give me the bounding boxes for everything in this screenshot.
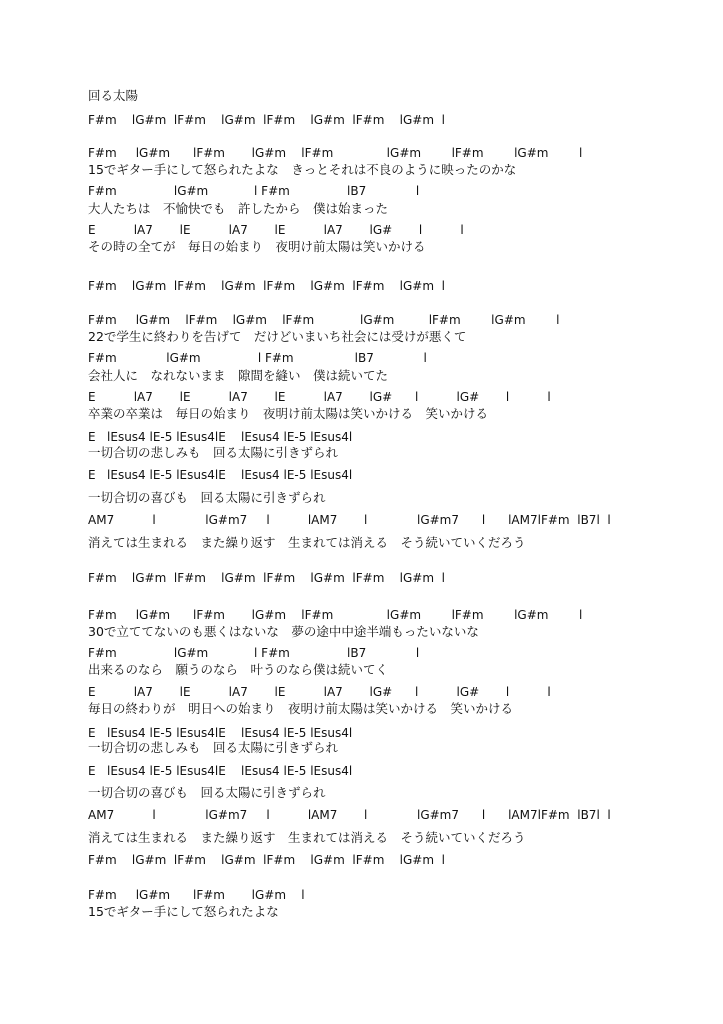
chord-line: F#m lG#m lF#m lG#m lF#m lG#m lF#m lG#m l xyxy=(88,608,583,622)
chord-line: F#m lG#m lF#m lG#m lF#m lG#m lF#m lG#m l xyxy=(88,113,445,127)
chord-line: E lA7 lE lA7 lE lA7 lG# l lG# l l xyxy=(88,390,551,404)
lyric-line: 一切合切の喜びも 回る太陽に引きずられ xyxy=(88,785,326,800)
lyric-line: 一切合切の悲しみも 回る太陽に引きずられ xyxy=(88,740,339,755)
chord-line: F#m lG#m l F#m lB7 l xyxy=(88,646,420,660)
chord-line: E lA7 lE lA7 lE lA7 lG# l l xyxy=(88,223,464,237)
chord-line: E lEsus4 lE-5 lEsus4lE lEsus4 lE-5 lEsus4l xyxy=(88,430,353,444)
lyric-line: 消えては生まれる また繰り返す 生まれては消える そう続いていくだろう xyxy=(88,830,526,845)
lyric-line: 30で立ててないのも悪くはないな 夢の途中中途半端もったいないな xyxy=(88,624,479,639)
chord-line: F#m lG#m lF#m lG#m lF#m lG#m lF#m lG#m l xyxy=(88,571,445,585)
lyric-line: 会社人に なれないまま 隙間を縫い 僕は続いてた xyxy=(88,368,389,383)
lyric-line: 大人たちは 不愉快でも 許したから 僕は始まった xyxy=(88,201,389,216)
lyric-line: 一切合切の喜びも 回る太陽に引きずられ xyxy=(88,490,326,505)
lyric-line: 一切合切の悲しみも 回る太陽に引きずられ xyxy=(88,445,339,460)
chord-line: E lA7 lE lA7 lE lA7 lG# l lG# l l xyxy=(88,685,551,699)
chord-line: E lEsus4 lE-5 lEsus4lE lEsus4 lE-5 lEsus4l xyxy=(88,726,353,740)
chord-line: F#m lG#m lF#m lG#m lF#m lG#m lF#m lG#m l xyxy=(88,279,445,293)
chord-line: E lEsus4 lE-5 lEsus4lE lEsus4 lE-5 lEsus4l xyxy=(88,764,353,778)
lyric-line: 出来るのなら 願うのなら 叶うのなら僕は続いてく xyxy=(88,662,389,677)
lyric-line: 15でギター手にして怒られたよな xyxy=(88,904,279,919)
lyric-line: 15でギター手にして怒られたよな きっとそれは不良のように映ったのかな xyxy=(88,162,517,177)
chord-line: F#m lG#m l F#m lB7 l xyxy=(88,184,420,198)
song-title: 回る太陽 xyxy=(88,88,139,103)
lyric-line: 22で学生に終わりを告げて だけどいまいち社会には受けが悪くて xyxy=(88,329,467,344)
chord-line: AM7 l lG#m7 l lAM7 l lG#m7 l lAM7lF#m lB7l l xyxy=(88,513,611,527)
chord-line: F#m lG#m lF#m lG#m lF#m lG#m lF#m lG#m l xyxy=(88,313,560,327)
chord-line: F#m lG#m lF#m lG#m lF#m lG#m lF#m lG#m l xyxy=(88,146,583,160)
lyric-line: その時の全てが 毎日の始まり 夜明け前太陽は笑いかける xyxy=(88,239,426,254)
lyric-line: 消えては生まれる また繰り返す 生まれては消える そう続いていくだろう xyxy=(88,535,526,550)
lyric-line: 毎日の終わりが 明日への始まり 夜明け前太陽は笑いかける 笑いかける xyxy=(88,701,514,716)
chord-line: F#m lG#m lF#m lG#m lF#m lG#m lF#m lG#m l xyxy=(88,853,445,867)
chord-line: AM7 l lG#m7 l lAM7 l lG#m7 l lAM7lF#m lB7l l xyxy=(88,808,611,822)
chord-line: E lEsus4 lE-5 lEsus4lE lEsus4 lE-5 lEsus4l xyxy=(88,468,353,482)
chord-line: F#m lG#m l F#m lB7 l xyxy=(88,351,427,365)
lyric-line: 卒業の卒業は 毎日の始まり 夜明け前太陽は笑いかける 笑いかける xyxy=(88,406,489,421)
chord-line: F#m lG#m lF#m lG#m l xyxy=(88,888,305,902)
